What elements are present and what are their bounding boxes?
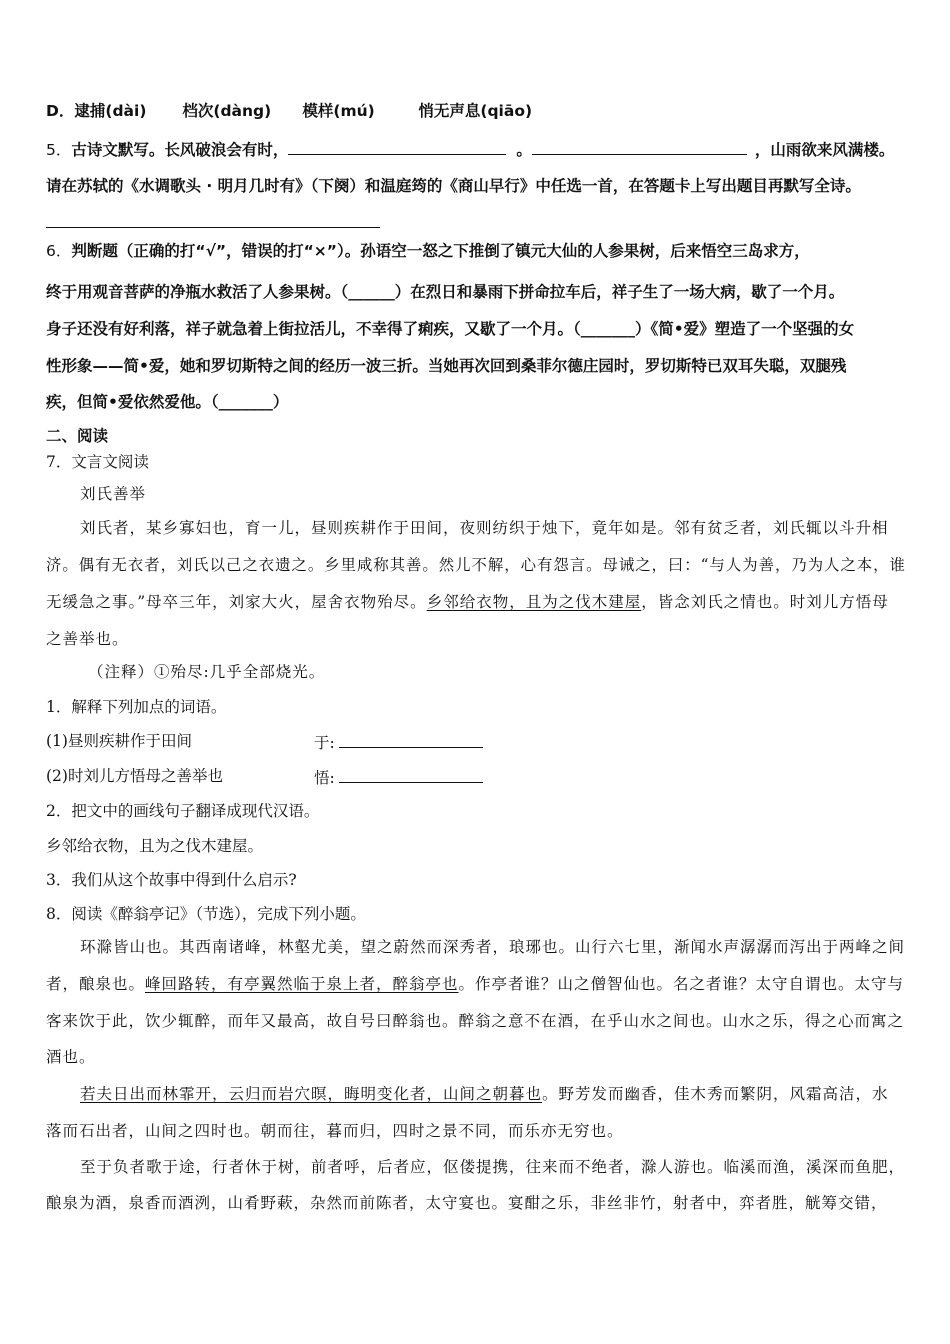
q7-sub1-a: [46, 731, 192, 751]
q7-underlined-sentence: 乡邻给衣物，且为之伐木建屋: [426, 593, 642, 611]
q7-sub1-b: [46, 766, 223, 786]
q6-line-2: [46, 282, 844, 302]
q7-p2: 济。偶有无衣者，刘氏以己之衣遗之。乡里咸称其善。然儿不解，心有怨言。母诫之，曰：“与人为善，乃为人之本，谁: [46, 556, 906, 574]
q6-line-1: [46, 241, 810, 261]
q7-p1: 刘氏者，某乡寡妇也，育一儿，昼则疾耕作于田间，夜则纺织于烛下，竟年如是。邻有贫乏者，刘氏辄以斗升相: [80, 519, 889, 537]
q6-line-3: [46, 319, 854, 339]
q6-line-4: 性形象——简•爱，她和罗切斯特之间的经历一波三折。当她再次回到桑菲尔德庄园时，罗切斯特已双耳失聪，双腿残: [46, 357, 847, 375]
q7-p3: [46, 592, 889, 612]
option-d-label: D．: [46, 102, 75, 120]
word-4: 悄无声息(qiāo): [418, 102, 533, 120]
q7-sub1-a-word: 于:: [314, 734, 335, 752]
q7-sub1-a-answer: [314, 731, 483, 753]
q8-p1-l2: [46, 974, 904, 994]
q8-p3-l1: 至于负者歌于途，行者休于树，前者呼，后者应，伛偻提携，往来而不绝者，滁人游也。临溪而渔，溪深而鱼肥，: [80, 1158, 906, 1176]
section-title: 二、阅读: [46, 427, 109, 445]
q7-sub2: 2．把文中的画线句子翻译成现代汉语。: [46, 802, 320, 820]
q7-note: （注释）①殆尽:几乎全部烧光。: [88, 663, 326, 681]
q7-sub1-b-answer: [314, 766, 483, 788]
q7-heading: 7．文言文阅读: [46, 453, 149, 471]
q6-number: 6．: [46, 242, 72, 260]
q8-p2-l1: [80, 1084, 889, 1104]
q6-text-5b: ）: [272, 393, 289, 411]
q7-title: 刘氏善举: [80, 485, 147, 503]
q5-text-b: 。: [516, 141, 532, 159]
q7-sub1-a-text: (1)昼则疾耕作于田间: [46, 732, 192, 750]
q7-sub1-b-text: (2)时刘儿方悟母之善举也: [46, 767, 223, 785]
q6-blank-1[interactable]: ______: [348, 283, 395, 301]
q6-line-5: [46, 392, 288, 412]
q7-p3-b: ，皆念刘氏之情也。时刘儿方悟母: [641, 593, 889, 611]
word-2: 档次(dàng): [182, 102, 272, 120]
q8-p1-l4: 酒也。: [46, 1048, 96, 1066]
q6-text-3b: ）《简•爱》塑造了一个坚强的女: [635, 320, 855, 338]
q7-sub1-b-word: 悟:: [314, 769, 335, 787]
q8-p2-l1-b: 。野芳发而幽香，佳木秀而繁阴，风霜高洁，水: [542, 1085, 889, 1103]
q6-text-2a: 终于用观音菩萨的净瓶水救活了人参果树。（: [46, 283, 349, 301]
q5-blank-2[interactable]: [532, 138, 747, 155]
q7-sub1-b-blank[interactable]: [339, 766, 483, 783]
q8-heading: 8．阅读《醉翁亭记》（节选），完成下列小题。: [46, 905, 366, 923]
q6-blank-3[interactable]: _______: [218, 393, 273, 411]
q8-p3-l2: 酿泉为酒，泉香而酒洌，山肴野蔌，杂然而前陈者，太守宴也。宴酣之乐，非丝非竹，射者中，弈者胜，觥筹交错，: [46, 1194, 888, 1212]
q5-line-2: 请在苏轼的《水调歌头 · 明月几时有》（下阕）和温庭筠的《商山早行》中任选一首，在答题卡上写出题目再默写全诗。: [46, 177, 861, 195]
q6-text-3a: 身子还没有好利落，祥子就急着上街拉活儿，不幸得了痢疾，又歇了一个月。（: [46, 320, 581, 338]
q5-text-c: ，山雨欲来风满楼。: [754, 141, 895, 159]
q8-p1-l3: 客来饮于此，饮少辄醉，而年又最高，故自号曰醉翁也。醉翁之意不在酒，在乎山水之间也。山水之乐，得之心而寓之: [46, 1012, 905, 1030]
q8-p1-l2-b: 。作亭者谁？山之僧智仙也。名之者谁？太守自谓也。太守与: [458, 975, 905, 993]
q8-p1-l1: 环滁皆山也。其西南诸峰，林壑尤美，望之蔚然而深秀者，琅琊也。山行六七里，渐闻水声潺潺而泻出于两峰之间: [80, 938, 906, 956]
q8-p2-l2: 落而石出者，山间之四时也。朝而往，暮而归，四时之景不同，而乐亦无穷也。: [46, 1122, 624, 1140]
q7-sub2-text: 乡邻给衣物，且为之伐木建屋。: [46, 837, 264, 855]
q8-p1-l2-a: 者，酿泉也。: [46, 975, 146, 993]
q5-line-1: [46, 138, 894, 160]
q8-underlined-sentence-1: 峰回路转，有亭翼然临于泉上者，醉翁亭也: [145, 975, 459, 993]
q5-answer-line[interactable]: [46, 227, 380, 228]
word-3: 模样(mú): [302, 102, 375, 120]
q5-number: 5．: [46, 141, 72, 159]
q7-sub1: 1．解释下列加点的词语。: [46, 698, 227, 716]
q5-text-a: 古诗文默写。长风破浪会有时，: [71, 141, 289, 159]
q6-text-1: 判断题（正确的打“√”，错误的打“×”）。孙语空一怒之下推倒了镇元大仙的人参果树，后来悟空三岛求方，: [71, 242, 810, 260]
word-1: 逮捕(dài): [74, 102, 147, 120]
q8-underlined-sentence-2: 若夫日出而林霏开，云归而岩穴暝，晦明变化者，山间之朝暮也: [80, 1085, 543, 1103]
q6-text-5a: 疾，但简•爱依然爱他。（: [46, 393, 219, 411]
q7-sub1-a-blank[interactable]: [339, 731, 483, 748]
q7-p3-a: 无缓急之事。”母卒三年，刘家大火，屋舍衣物殆尽。: [46, 593, 427, 611]
q5-blank-1[interactable]: [288, 138, 506, 155]
q7-sub3: 3．我们从这个故事中得到什么启示?: [46, 871, 297, 889]
q4-option-d: [46, 101, 532, 121]
q6-text-2b: ）在烈日和暴雨下拼命拉车后，祥子生了一场大病，歇了一个月。: [394, 283, 845, 301]
q7-p4: 之善举也。: [46, 630, 129, 648]
q6-blank-2[interactable]: _______: [580, 320, 636, 338]
